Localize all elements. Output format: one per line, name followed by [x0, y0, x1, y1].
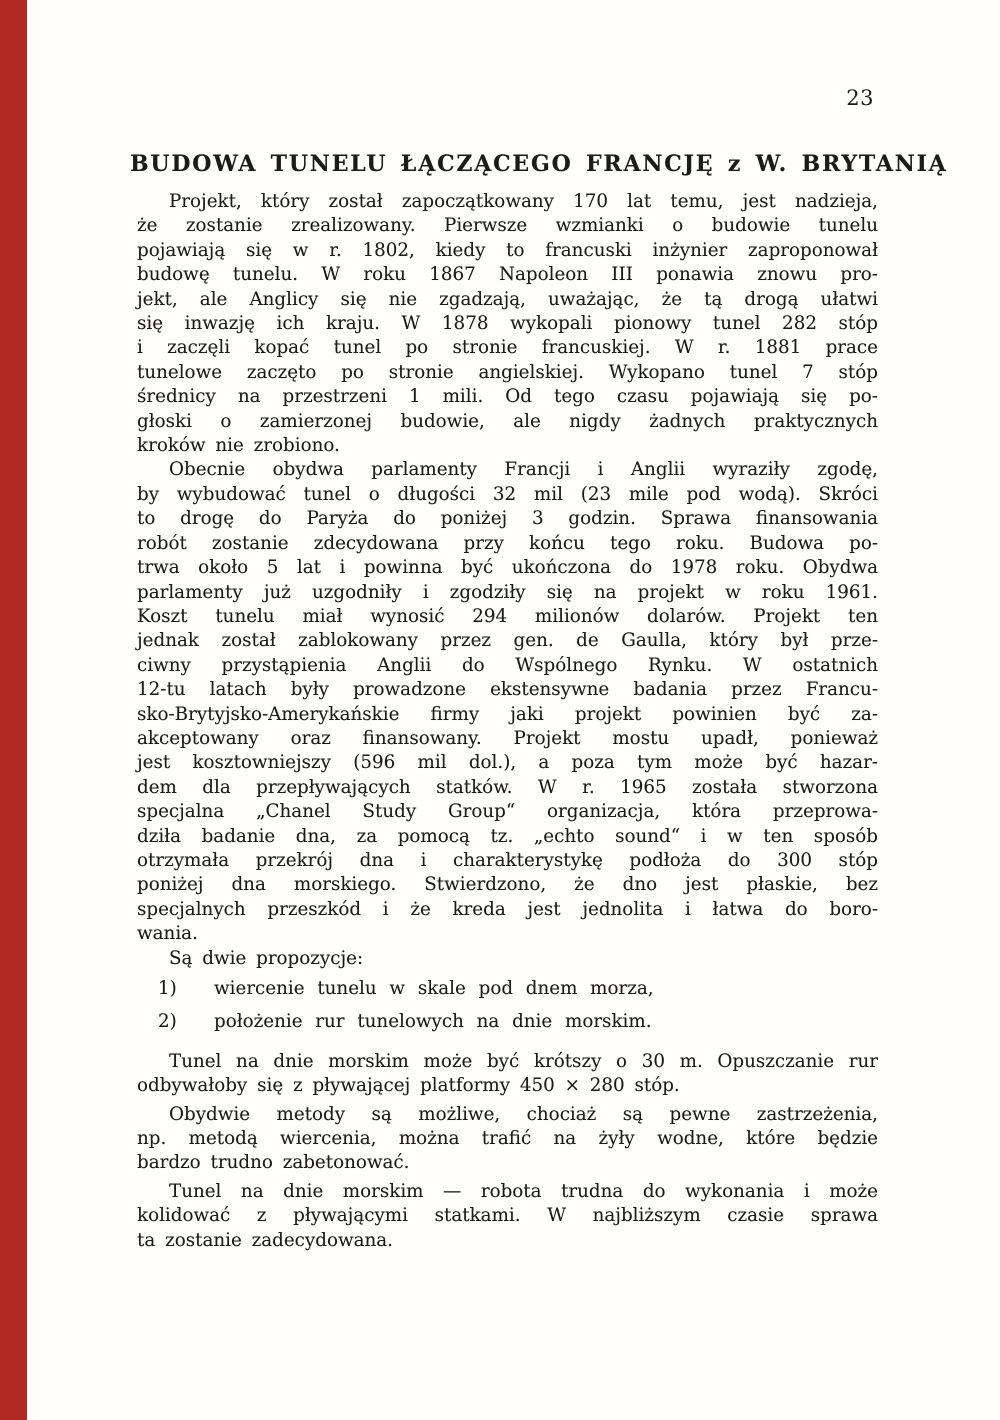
paragraph-line: poniżej dna morskiego. Stwierdzono, że dno jest płaskie, bez [137, 874, 878, 896]
paragraph-line: jednak został zablokowany przez gen. de Gaulla, który był prze- [137, 630, 878, 652]
paragraph [137, 190, 878, 458]
paragraph-line: ciwny przystąpienia Anglii do Wspólnego Rynku. W ostatnich [137, 654, 878, 676]
paragraph-line: że zostanie zrealizowany. Pierwsze wzmianki o budowie tunelu [137, 215, 878, 237]
paragraph-line: specjalna „Chanel Study Group“ organizacja, która przeprowa- [137, 801, 878, 823]
paragraph-line: Obecnie obydwa parlamenty Francji i Anglii wyraziły zgodę, [169, 459, 878, 481]
paragraph-line: to drogę do Paryża do poniżej 3 godzin. Sprawa finansowania [137, 508, 878, 530]
paragraph-line: trwa około 5 lat i powinna być ukończona do 1978 roku. Obydwa [137, 557, 878, 579]
paragraph-line: Projekt, który został zapoczątkowany 170 lat temu, jest nadzieja, [169, 191, 878, 212]
paragraph-line: odbywałoby się z pływającej platformy 450 × 280 stóp. [137, 1075, 680, 1097]
paragraph-line: tunelowe zaczęto po stronie angielskiej. Wykopano tunel 7 stóp [137, 361, 878, 383]
paragraph-line: parlamenty już uzgodniły i zgodziły się na projekt w roku 1961. [137, 581, 878, 603]
paragraph-line: kroków nie zrobiono. [137, 435, 340, 457]
list-item [137, 1010, 878, 1034]
text-block [137, 190, 878, 1253]
numbered-list [137, 977, 878, 1035]
paragraph-line: średnicy na przestrzeni 1 mili. Od tego czasu pojawiają się po- [137, 386, 878, 408]
paragraph [137, 1050, 878, 1099]
paragraph-line: Obydwie metody są możliwe, chociaż są pewne zastrzeżenia, [169, 1103, 878, 1125]
paragraph [137, 458, 878, 946]
list-item-marker: 2) [158, 1011, 177, 1033]
paragraph [137, 1103, 878, 1176]
paragraph-line: Koszt tunelu miał wynosić 294 milionów dolarów. Projekt ten [137, 605, 878, 627]
paragraph-line: głoski o zamierzonej budowie, ale nigdy żadnych praktycznych [137, 410, 878, 432]
paragraph-line: kolidować z pływającymi statkami. W najbliższym czasie sprawa [137, 1205, 878, 1227]
list-item-text: wiercenie tunelu w skale pod dnem morza, [214, 978, 654, 999]
paragraph-line: robót zostanie zdecydowana przy końcu tego roku. Budowa po- [137, 532, 878, 554]
paragraph [137, 1180, 878, 1253]
article-title: BUDOWA TUNELU ŁĄCZĄCEGO FRANCJĘ z W. BRYTANIĄ [130, 150, 948, 177]
paragraph-line: 12-tu latach były prowadzone ekstensywne badania przez Francu- [137, 679, 878, 701]
paragraph-line: Tunel na dnie morskim — robota trudna do wykonania i może [169, 1180, 878, 1202]
paragraph-line: ta zostanie zadecydowana. [137, 1229, 393, 1251]
paragraph-line: jest kosztowniejszy (596 mil dol.), a poza tym może być hazar- [137, 752, 878, 774]
paragraph-line: np. metodą wiercenia, można trafić na żyły wodne, które będzie [137, 1128, 878, 1150]
paragraph-line: dziła badanie dna, za pomocą tz. „echto sound“ i w ten sposób [137, 825, 878, 847]
list-item-marker: 1) [158, 978, 177, 999]
paragraph-line: specjalnych przeszkód i że kreda jest jednolita i łatwa do boro- [137, 898, 878, 920]
paragraph-line: i zaczęli kopać tunel po stronie francuskiej. W r. 1881 prace [137, 337, 878, 359]
paragraph-line: jekt, ale Anglicy się nie zgadzają, uważając, że tą drogą ułatwi [137, 288, 878, 310]
paragraph-line: bardzo trudno zabetonować. [137, 1152, 410, 1174]
page-number: 23 [846, 86, 874, 110]
paragraph-line: Tunel na dnie morskim może być krótszy o 30 m. Opuszczanie rur [169, 1050, 878, 1072]
paragraph-line: budowę tunelu. W roku 1867 Napoleon III ponawia znowu pro- [137, 264, 878, 286]
paragraph-line: pojawiają się w r. 1802, kiedy to francuski inżynier zaproponował [137, 239, 878, 261]
paragraph-line: by wybudować tunel o długości 32 mil (23 mile pod wodą). Skróci [137, 483, 878, 505]
left-edge-bar [0, 0, 27, 1420]
list-item-text: położenie rur tunelowych na dnie morskim. [214, 1011, 652, 1033]
paragraph-line: akceptowany oraz finansowany. Projekt mostu upadł, ponieważ [137, 727, 878, 749]
paragraph-line: wania. [137, 923, 198, 945]
paragraph-line: się inwazję ich kraju. W 1878 wykopali pionowy tunel 282 stóp [137, 313, 878, 335]
paragraph-line: Są dwie propozycje: [169, 947, 364, 969]
paragraph [137, 947, 878, 971]
paragraph-line: sko-Brytyjsko-Amerykańskie firmy jaki projekt powinien być za- [137, 703, 878, 725]
list-item [137, 977, 878, 1001]
paragraph-line: otrzymała przekrój dna i charakterystykę podłoża do 300 stóp [137, 849, 878, 871]
paragraph-line: dem dla przepływających statków. W r. 1965 została stworzona [137, 776, 878, 798]
